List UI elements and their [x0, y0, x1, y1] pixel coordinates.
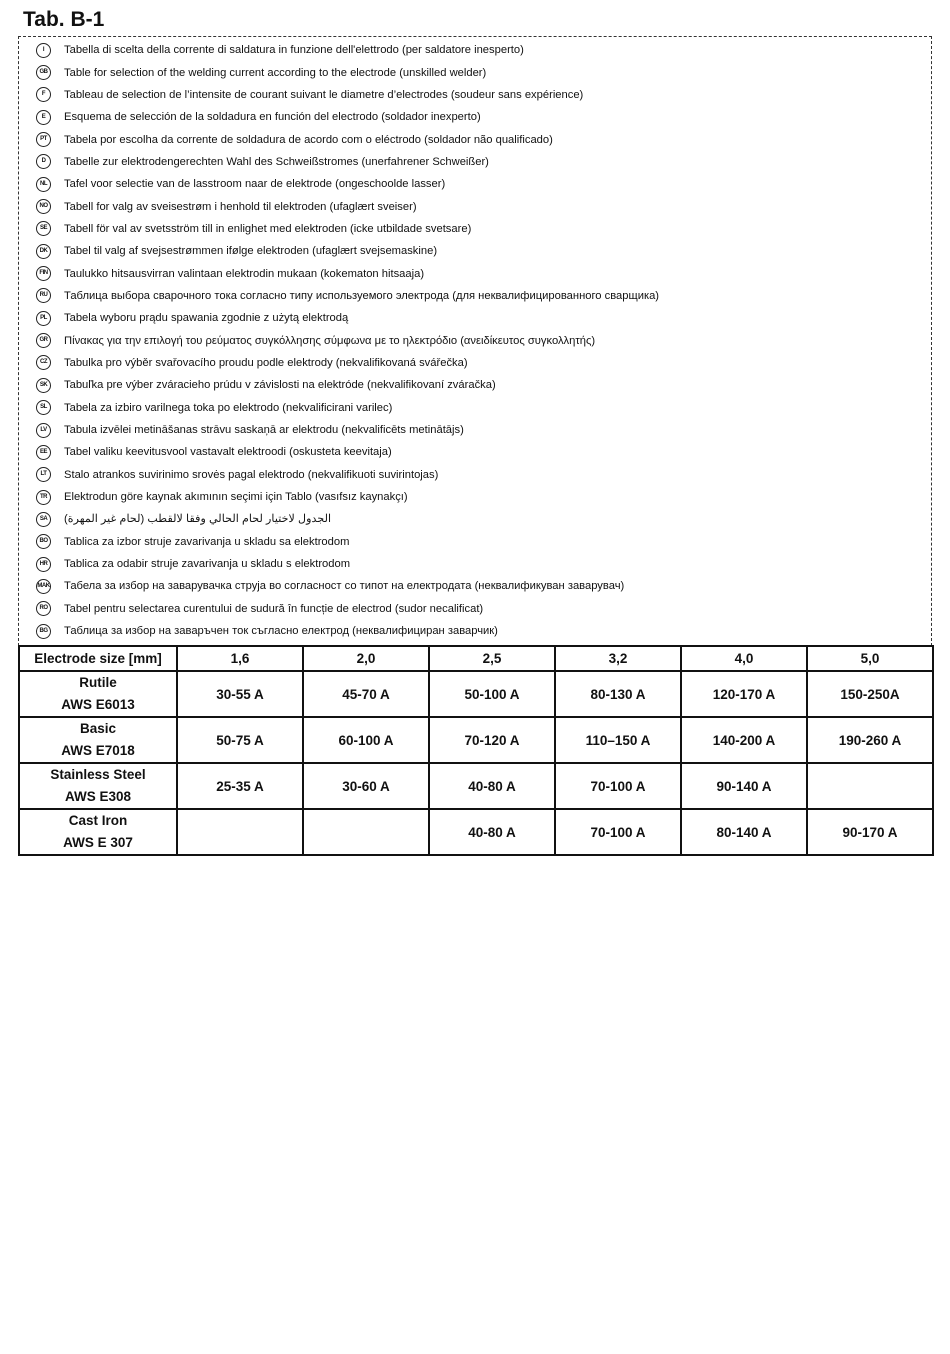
electrode-type-cell	[19, 671, 177, 717]
language-caption-text: Tabela por escolha da corrente de soldadura de acordo com o eléctrodo (soldador não qualificado)	[64, 133, 553, 146]
electrode-aws-code: AWS E7018	[61, 743, 135, 758]
language-caption-row	[18, 352, 932, 374]
current-range-cell: 40-80 A	[429, 763, 555, 809]
language-code-badge: BG	[36, 624, 51, 639]
language-code-badge: DK	[36, 244, 51, 259]
language-caption-row	[18, 441, 932, 463]
language-code-badge: LT	[36, 467, 51, 482]
current-range-cell: 80-130 A	[555, 671, 681, 717]
electrode-type-name: Cast Iron	[68, 813, 128, 828]
language-code-badge: F	[36, 87, 51, 102]
current-range-cell: 120-170 A	[681, 671, 807, 717]
language-captions-list	[18, 39, 932, 642]
language-caption-row	[18, 240, 932, 262]
language-caption-text: Table for selection of the welding current according to the electrode (unskilled welder)	[64, 66, 487, 79]
current-range-cell	[303, 809, 429, 855]
language-caption-row	[18, 486, 932, 508]
current-range-cell: 30-60 A	[303, 763, 429, 809]
language-caption-text: Esquema de selección de la soldadura en función del electrodo (soldador inexperto)	[64, 111, 481, 124]
current-range-cell: 30-55 A	[177, 671, 303, 717]
language-caption-text: Tabula izvēlei metināšanas strāvu saskaņā ar elektrodu (nekvalificēts metinātājs)	[64, 424, 464, 437]
language-code-badge: GB	[36, 65, 51, 80]
electrode-type-cell	[19, 763, 177, 809]
language-code-badge: GR	[36, 333, 51, 348]
language-caption-row	[18, 464, 932, 486]
language-caption-text: Таблица за избор на заваръчен ток съгласно електрод (неквалифициран заварчик)	[64, 625, 498, 638]
language-caption-row	[18, 218, 932, 240]
language-code-badge: SA	[36, 512, 51, 527]
language-code-badge: E	[36, 110, 51, 125]
language-caption-text: Tableau de selection de l’intensite de courant suivant le diametre d’electrodes (soudeur sans expérience)	[64, 88, 584, 101]
current-range-cell: 190-260 A	[807, 717, 933, 763]
language-code-badge: BO	[36, 534, 51, 549]
size-header-cell: 3,2	[555, 646, 681, 671]
size-header-cell: 4,0	[681, 646, 807, 671]
language-code-badge: D	[36, 154, 51, 169]
current-range-cell: 150-250A	[807, 671, 933, 717]
current-range-cell: 50-75 A	[177, 717, 303, 763]
current-range-cell: 140-200 A	[681, 717, 807, 763]
language-caption-row	[18, 106, 932, 128]
current-range-cell: 90-170 A	[807, 809, 933, 855]
current-range-cell: 70-100 A	[555, 763, 681, 809]
current-range-cell: 25-35 A	[177, 763, 303, 809]
current-range-cell: 50-100 A	[429, 671, 555, 717]
electrode-aws-code: AWS E308	[64, 789, 132, 804]
table-row	[19, 809, 933, 855]
current-range-cell	[807, 763, 933, 809]
electrode-aws-code: AWS E6013	[61, 697, 135, 712]
language-caption-row	[18, 285, 932, 307]
language-caption-text: Tablica za izbor struje zavarivanja u skladu sa elektrodom	[64, 535, 350, 548]
current-range-cell: 80-140 A	[681, 809, 807, 855]
electrode-type-name: Basic	[79, 721, 117, 736]
size-header-cell: 2,0	[303, 646, 429, 671]
language-caption-row	[18, 195, 932, 217]
language-code-badge: MAK	[36, 579, 51, 594]
language-code-badge: LV	[36, 423, 51, 438]
current-range-cell: 45-70 A	[303, 671, 429, 717]
language-caption-text: Stalo atrankos suvirinimo srovės pagal elektrodo (nekvalifikuoti suvirintojas)	[64, 468, 439, 481]
language-caption-text: Tablica za odabir struje zavarivanja u skladu s elektrodom	[64, 558, 351, 571]
language-code-badge: SL	[36, 400, 51, 415]
language-code-badge: TR	[36, 490, 51, 505]
current-range-cell: 70-100 A	[555, 809, 681, 855]
table-row	[19, 763, 933, 809]
table-header-row	[19, 646, 933, 671]
language-caption-text: Tabela za izbiro varilnega toka po elektrodo (nekvalificirani varilec)	[64, 401, 393, 414]
size-header-cell: 1,6	[177, 646, 303, 671]
table-row	[19, 671, 933, 717]
language-caption-row	[18, 531, 932, 553]
language-code-badge: RU	[36, 288, 51, 303]
electrode-type-name: Rutile	[79, 675, 117, 690]
language-caption-text: Tabuľka pre výber zváracieho prúdu v závislosti na elektróde (nekvalifikovaní zváračka)	[64, 379, 496, 392]
language-caption-row	[18, 374, 932, 396]
language-caption-text: Elektrodun göre kaynak akımının seçimi için Tablo (vasıfsız kaynakçı)	[64, 491, 408, 504]
language-caption-row	[18, 307, 932, 329]
electrode-type-cell	[19, 809, 177, 855]
electrode-size-header: Electrode size [mm]	[19, 646, 177, 671]
language-code-badge: PL	[36, 311, 51, 326]
language-code-badge: CZ	[36, 355, 51, 370]
language-code-badge: EE	[36, 445, 51, 460]
current-range-cell: 90-140 A	[681, 763, 807, 809]
language-caption-row	[18, 39, 932, 61]
language-caption-row	[18, 262, 932, 284]
language-caption-row	[18, 620, 932, 642]
language-code-badge: FIN	[36, 266, 51, 281]
language-caption-text: Табела за избор на заварувачка струја во согласност со типот на електродата (неквалификуван заварувач)	[64, 580, 625, 593]
electrode-aws-code: AWS E 307	[63, 835, 133, 850]
language-caption-text: الجدول لاختيار لحام الحالي وفقا لالقطب (لحام غير المهرة)	[64, 513, 332, 526]
language-code-badge: I	[36, 43, 51, 58]
language-caption-text: Tabell för val av svetsström till in enlighet med elektroden (icke utbildade svetsare)	[64, 222, 472, 235]
electrode-type-name: Stainless Steel	[50, 767, 146, 782]
current-range-cell: 110–150 A	[555, 717, 681, 763]
language-caption-row	[18, 598, 932, 620]
electrode-type-cell	[19, 717, 177, 763]
language-caption-text: Tabulka pro výběr svařovacího proudu podle elektrody (nekvalifikovaná svářečka)	[64, 356, 468, 369]
language-caption-text: Tafel voor selectie van de lasstroom naar de elektrode (ongeschoolde lasser)	[64, 178, 446, 191]
language-caption-row	[18, 61, 932, 83]
language-caption-row	[18, 151, 932, 173]
language-caption-row	[18, 419, 932, 441]
language-caption-row	[18, 329, 932, 351]
language-caption-text: Tabel til valg af svejsestrømmen ifølge elektroden (ufaglært svejsemaskine)	[64, 245, 438, 258]
language-caption-row	[18, 397, 932, 419]
language-caption-text: Taulukko hitsausvirran valintaan elektrodin mukaan (kokematon hitsaaja)	[64, 267, 425, 280]
table-row	[19, 717, 933, 763]
language-code-badge: SE	[36, 221, 51, 236]
language-caption-text: Tabella di scelta della corrente di saldatura in funzione dell'elettrodo (per saldatore inesperto)	[64, 44, 524, 57]
language-caption-text: Tabel pentru selectarea curentului de sudură în funcție de electrod (sudor necalificat)	[64, 602, 484, 615]
size-header-cell: 5,0	[807, 646, 933, 671]
language-caption-text: Таблица выбора сварочного тока согласно типу используемого электрода (для неквалифицированного сварщика)	[64, 289, 660, 302]
language-code-badge: NO	[36, 199, 51, 214]
language-caption-row	[18, 173, 932, 195]
language-caption-text: Tabela wyboru prądu spawania zgodnie z użytą elektrodą	[64, 312, 349, 325]
language-caption-text: Tabel valiku keevitusvool vastavalt elektroodi (oskusteta keevitaja)	[64, 446, 392, 459]
language-caption-row	[18, 128, 932, 150]
language-code-badge: RO	[36, 601, 51, 616]
language-caption-row	[18, 553, 932, 575]
size-header-cell: 2,5	[429, 646, 555, 671]
language-code-badge: HR	[36, 557, 51, 572]
current-range-cell: 60-100 A	[303, 717, 429, 763]
language-code-badge: PT	[36, 132, 51, 147]
language-caption-row	[18, 84, 932, 106]
language-code-badge: NL	[36, 177, 51, 192]
language-caption-row	[18, 508, 932, 530]
current-range-cell: 40-80 A	[429, 809, 555, 855]
language-caption-row	[18, 575, 932, 597]
language-caption-text: Πίνακας για την επιλογή του ρεύματος συγκόλλησης σύμφωνα με το ηλεκτρόδιο (ανειδίκευτος συγκολλητής)	[64, 334, 596, 347]
welding-current-table	[18, 645, 934, 856]
language-code-badge: SK	[36, 378, 51, 393]
language-caption-text: Tabelle zur elektrodengerechten Wahl des Schweißstromes (unerfahrener Schweißer)	[64, 155, 489, 168]
current-range-cell: 70-120 A	[429, 717, 555, 763]
language-caption-text: Tabell for valg av sveisestrøm i henhold til elektroden (ufaglært sveiser)	[64, 200, 417, 213]
page-title: Tab. B-1	[23, 8, 105, 31]
current-range-cell	[177, 809, 303, 855]
